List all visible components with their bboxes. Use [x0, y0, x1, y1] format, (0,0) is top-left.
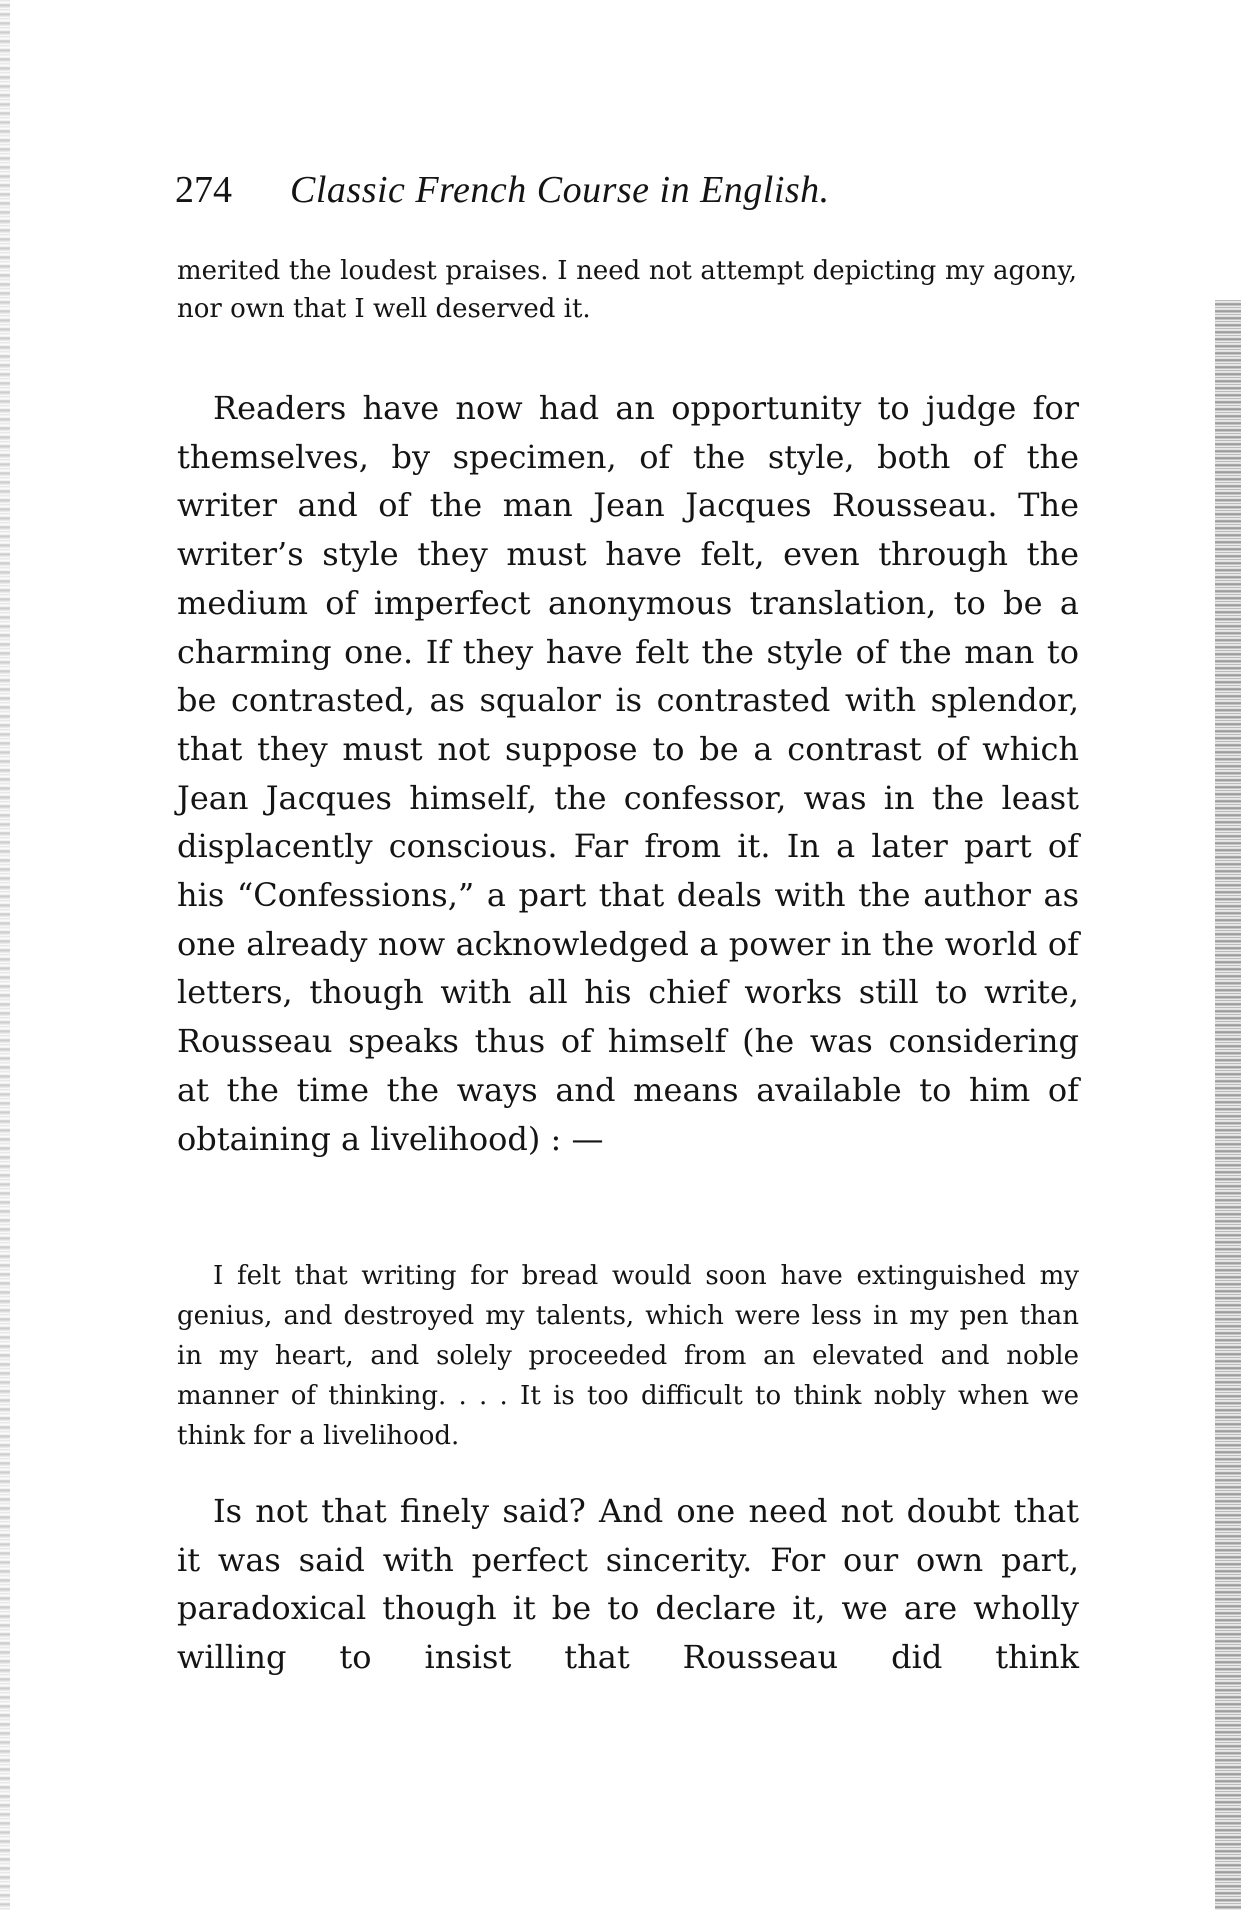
scan-edge-right	[1215, 300, 1241, 1910]
paragraph-1-text: Readers have now had an opportunity to judge for themselves, by specimen, of the style, both of the writer and of the man Jean Jacques Rousseau. The writer’s style they must have felt, even through the medium of imperfect anonymous translation, to be a charming one. If they have felt the style of the man to be contrasted, as squalor is contrasted with splendor, that they must not suppose to be a contrast of which Jean Jacques himself, the confessor, was in the least displacently conscious. Far from it. In a later part of his “Confessions,” a part that deals with the author as one already now acknowledged a power in the world of letters, though with all his chief works still to write, Rousseau speaks thus of himself (he was considering at the time the ways and means available to him of obtaining a livelihood) : —	[177, 389, 1079, 1158]
paragraph-2-text: Is not that finely said? And one need not doubt that it was said with perfect sincerity. For our own part, paradoxical though it be to declare it, we are wholly willing to insist that Rousseau did think	[177, 1492, 1079, 1677]
scan-edge-left	[0, 0, 10, 1910]
quotation-text: I felt that writing for bread would soon have extinguished my genius, and destroyed my talents, which were less in my pen than in my heart, and solely proceeded from an elevated and noble manner of thinking. . . . It is too difficult to think nobly when we think for a livelihood.	[177, 1261, 1079, 1451]
running-title: Classic French Course in English.	[290, 169, 830, 211]
running-header	[175, 165, 1075, 215]
body-paragraph-1	[177, 384, 1079, 1163]
body-paragraph-2	[177, 1487, 1079, 1682]
page-number: 274	[175, 169, 232, 211]
block-quotation	[177, 1256, 1079, 1456]
quotation-continuation: merited the loudest praises. I need not attempt depicting my agony, nor own that I well deserved it.	[177, 256, 1077, 324]
